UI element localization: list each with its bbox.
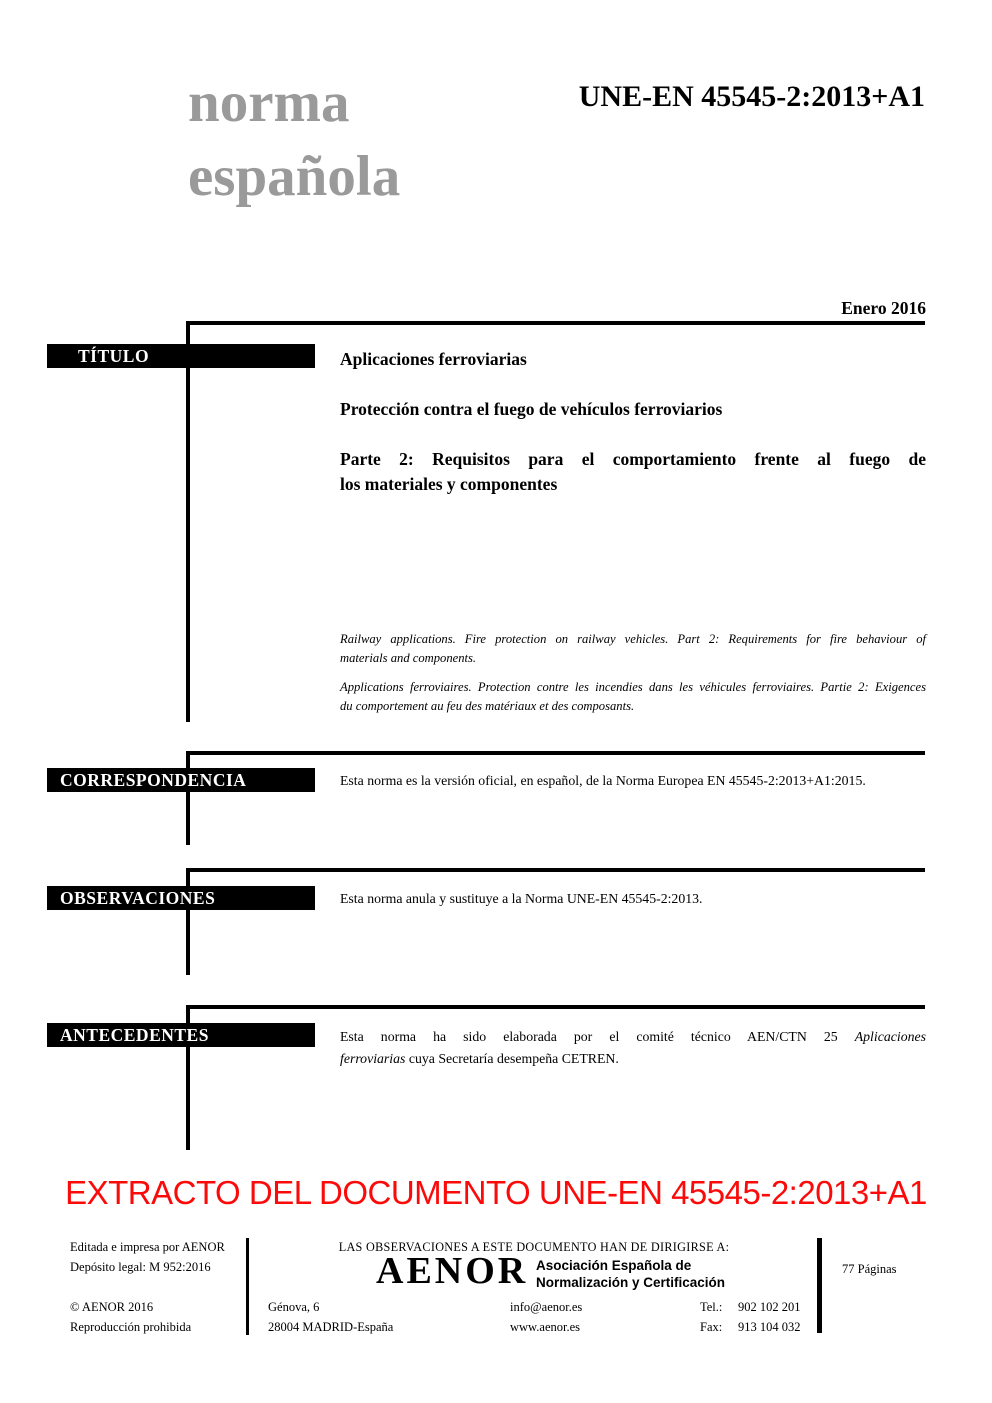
observaciones-text: Esta norma anula y sustituye a la Norma UNE-EN 45545-2:2013. bbox=[340, 891, 703, 906]
address-line1: Génova, 6 bbox=[268, 1300, 320, 1314]
extract-banner: EXTRACTO DEL DOCUMENTO UNE-EN 45545-2:2013+A1 bbox=[65, 1174, 927, 1211]
footer-telfax-block bbox=[700, 1298, 801, 1337]
publication-date: Enero 2016 bbox=[841, 298, 926, 318]
correspondencia-text: Esta norma es la versión oficial, en español, de la Norma Europea EN 45545-2:2013+A1:2015. bbox=[340, 773, 866, 788]
footer-edited-line2: Depósito legal: M 952:2016 bbox=[70, 1259, 211, 1274]
footer-contact-block bbox=[510, 1298, 582, 1337]
address-line2: 28004 MADRID-España bbox=[268, 1319, 394, 1334]
title-english bbox=[340, 630, 926, 668]
footer-email: info@aenor.es bbox=[510, 1300, 583, 1314]
antecedentes-label: ANTECEDENTES bbox=[47, 1023, 315, 1047]
title-french-line1: Applications ferroviaires. Protection contre les incendies dans les véhicules ferroviaires. Partie 2: Exigences bbox=[340, 680, 926, 694]
footer-divider-right bbox=[817, 1238, 822, 1333]
titulo-top-rule bbox=[186, 321, 925, 325]
aenor-logo: AENOR bbox=[376, 1250, 529, 1292]
footer-copyright-line1: © AENOR 2016 bbox=[70, 1300, 154, 1314]
footer-website: www.aenor.es bbox=[510, 1319, 581, 1334]
org-name-line1: Asociación Española de bbox=[536, 1258, 692, 1273]
footer-edited-line1: Editada e impresa por AENOR bbox=[70, 1240, 225, 1254]
footer-address-block bbox=[268, 1298, 393, 1337]
fax-label: Fax: bbox=[700, 1319, 723, 1334]
titulo-content bbox=[340, 347, 926, 497]
fax-value: 913 104 032 bbox=[738, 1319, 801, 1334]
antecedentes-content bbox=[340, 1026, 926, 1070]
observaciones-label: OBSERVACIONES bbox=[47, 886, 315, 910]
footer-edited-block bbox=[70, 1238, 225, 1277]
antecedentes-text-line1 bbox=[340, 1026, 926, 1048]
title-line-3b: los materiales y componentes bbox=[340, 474, 558, 494]
antecedentes-italic-2: ferroviarias bbox=[340, 1051, 406, 1066]
footer-notice: LAS OBSERVACIONES A ESTE DOCUMENTO HAN DE DIRIGIRSE A: bbox=[338, 1240, 730, 1254]
footer-copyright-line2: Reproducción prohibida bbox=[70, 1319, 192, 1334]
logo-line1: norma bbox=[188, 71, 350, 134]
aenor-org-name bbox=[536, 1258, 725, 1291]
correspondencia-label: CORRESPONDENCIA bbox=[47, 768, 315, 792]
footer-tel-row bbox=[700, 1298, 801, 1318]
org-name-line2: Normalización y Certificación bbox=[536, 1274, 726, 1290]
observaciones-top-rule bbox=[186, 868, 925, 872]
antecedentes-italic-1: Aplicaciones bbox=[854, 1029, 926, 1044]
tel-value: 902 102 201 bbox=[738, 1300, 801, 1314]
page-count: 77 Páginas bbox=[842, 1262, 897, 1276]
document-code: UNE-EN 45545-2:2013+A1 bbox=[578, 80, 925, 113]
title-line-3a: Parte 2: Requisitos para el comportamiento frente al fuego de bbox=[340, 449, 926, 469]
footer-copyright-block bbox=[70, 1298, 191, 1337]
antecedentes-text-line2 bbox=[340, 1048, 926, 1070]
antecedentes-regular-2: cuya Secretaría desempeña CETREN. bbox=[408, 1051, 619, 1066]
observaciones-content bbox=[340, 888, 926, 910]
tel-label: Tel.: bbox=[700, 1300, 723, 1314]
title-french bbox=[340, 678, 926, 716]
title-line-1: Aplicaciones ferroviarias bbox=[340, 349, 527, 369]
norma-espanola-logo bbox=[188, 66, 400, 214]
correspondencia-vertical-rule bbox=[186, 751, 190, 845]
antecedentes-top-rule bbox=[186, 1005, 925, 1009]
title-french-line2: du comportement au feu des matériaux et des composants. bbox=[340, 699, 635, 713]
correspondencia-top-rule bbox=[186, 751, 925, 755]
footer-divider-left bbox=[246, 1238, 249, 1335]
title-line-2: Protección contra el fuego de vehículos ferroviarios bbox=[340, 399, 723, 419]
titulo-vertical-rule bbox=[186, 321, 190, 722]
logo-line2: española bbox=[188, 145, 401, 208]
title-english-line2: materials and components. bbox=[340, 651, 477, 665]
titulo-label: TÍTULO bbox=[47, 344, 315, 368]
antecedentes-regular-1: Esta norma ha sido elaborada por el comité técnico AEN/CTN 25 bbox=[340, 1029, 838, 1044]
observaciones-vertical-rule bbox=[186, 868, 190, 975]
correspondencia-content bbox=[340, 770, 926, 792]
footer-fax-row bbox=[700, 1318, 801, 1338]
title-english-line1: Railway applications. Fire protection on railway vehicles. Part 2: Requirements for fire behaviour of bbox=[340, 632, 926, 646]
